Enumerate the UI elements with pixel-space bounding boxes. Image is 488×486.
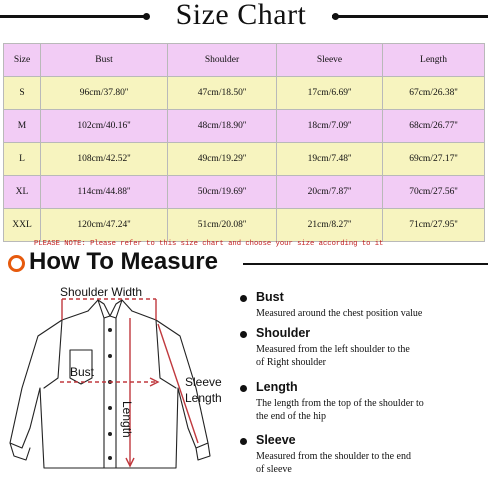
table-row xyxy=(4,176,485,209)
table-row xyxy=(4,77,485,110)
length-label: Length xyxy=(120,401,134,438)
cell-size: XL xyxy=(4,176,41,209)
definition-text: the end of the hip xyxy=(256,411,326,422)
cell-length: 70cm/27.56'' xyxy=(383,176,485,209)
cell-size: M xyxy=(4,110,41,143)
table-row xyxy=(4,110,485,143)
size-chart-header xyxy=(0,0,488,34)
cell-bust: 120cm/47.24'' xyxy=(41,209,168,242)
definition-text: of Right shoulder xyxy=(256,357,326,368)
header-bust: Bust xyxy=(41,44,168,77)
cell-bust: 108cm/42.52'' xyxy=(41,143,168,176)
cell-sleeve: 19cm/7.48'' xyxy=(277,143,383,176)
definition-text: Measured from the left shoulder to the xyxy=(256,344,410,355)
page-title: Size Chart xyxy=(175,0,307,31)
title-rule-left xyxy=(0,15,146,18)
cell-shoulder: 49cm/19.29'' xyxy=(168,143,277,176)
cell-shoulder: 48cm/18.90'' xyxy=(168,110,277,143)
cell-bust: 102cm/40.16'' xyxy=(41,110,168,143)
cell-length: 71cm/27.95'' xyxy=(383,209,485,242)
header-sleeve: Sleeve xyxy=(277,44,383,77)
header-size: Size xyxy=(4,44,41,77)
cell-size: XXL xyxy=(4,209,41,242)
header-shoulder: Shoulder xyxy=(168,44,277,77)
definition-text: The length from the top of the shoulder to xyxy=(256,398,424,409)
header-length: Length xyxy=(383,44,485,77)
table-row xyxy=(4,143,485,176)
cell-sleeve: 21cm/8.27'' xyxy=(277,209,383,242)
cell-bust: 96cm/37.80'' xyxy=(41,77,168,110)
definition-term: Shoulder xyxy=(256,326,311,340)
cell-sleeve: 18cm/7.09'' xyxy=(277,110,383,143)
title-dot-left xyxy=(143,13,150,20)
cell-sleeve: 17cm/6.69'' xyxy=(277,77,383,110)
table-header-row xyxy=(4,44,485,77)
bullet-icon xyxy=(240,438,247,445)
shirt-diagram xyxy=(0,278,235,481)
orange-ring-icon xyxy=(8,255,25,272)
bullet-icon xyxy=(240,385,247,392)
definition-text: Measured from the shoulder to the end xyxy=(256,451,411,462)
definition-term: Bust xyxy=(256,290,284,304)
how-to-measure-title: How To Measure xyxy=(29,248,218,275)
cell-length: 69cm/27.17'' xyxy=(383,143,485,176)
table-row xyxy=(4,209,485,242)
definition-text: of sleeve xyxy=(256,464,292,475)
bullet-icon xyxy=(240,331,247,338)
shoulder-width-label: Shoulder Width xyxy=(60,285,143,299)
cell-shoulder: 47cm/18.50'' xyxy=(168,77,277,110)
title-rule-right xyxy=(332,15,488,18)
cell-length: 68cm/26.77'' xyxy=(383,110,485,143)
heading-rule xyxy=(243,263,488,265)
cell-length: 67cm/26.38'' xyxy=(383,77,485,110)
size-note: PLEASE NOTE: Please refer to this size chart and choose your size according to it xyxy=(34,240,384,248)
cell-bust: 114cm/44.88'' xyxy=(41,176,168,209)
sleeve-label-line2: Length xyxy=(185,391,222,405)
definition-term: Length xyxy=(256,380,298,394)
cell-size: L xyxy=(4,143,41,176)
definition-text: Measured around the chest position value xyxy=(256,308,423,319)
size-table xyxy=(3,43,485,242)
bullet-icon xyxy=(240,295,247,302)
cell-size: S xyxy=(4,77,41,110)
bust-label: Bust xyxy=(70,365,95,379)
cell-shoulder: 51cm/20.08'' xyxy=(168,209,277,242)
cell-sleeve: 20cm/7.87'' xyxy=(277,176,383,209)
sleeve-label-line1: Sleeve xyxy=(185,375,222,389)
how-to-measure-heading xyxy=(8,249,488,277)
cell-shoulder: 50cm/19.69'' xyxy=(168,176,277,209)
definition-term: Sleeve xyxy=(256,433,296,447)
